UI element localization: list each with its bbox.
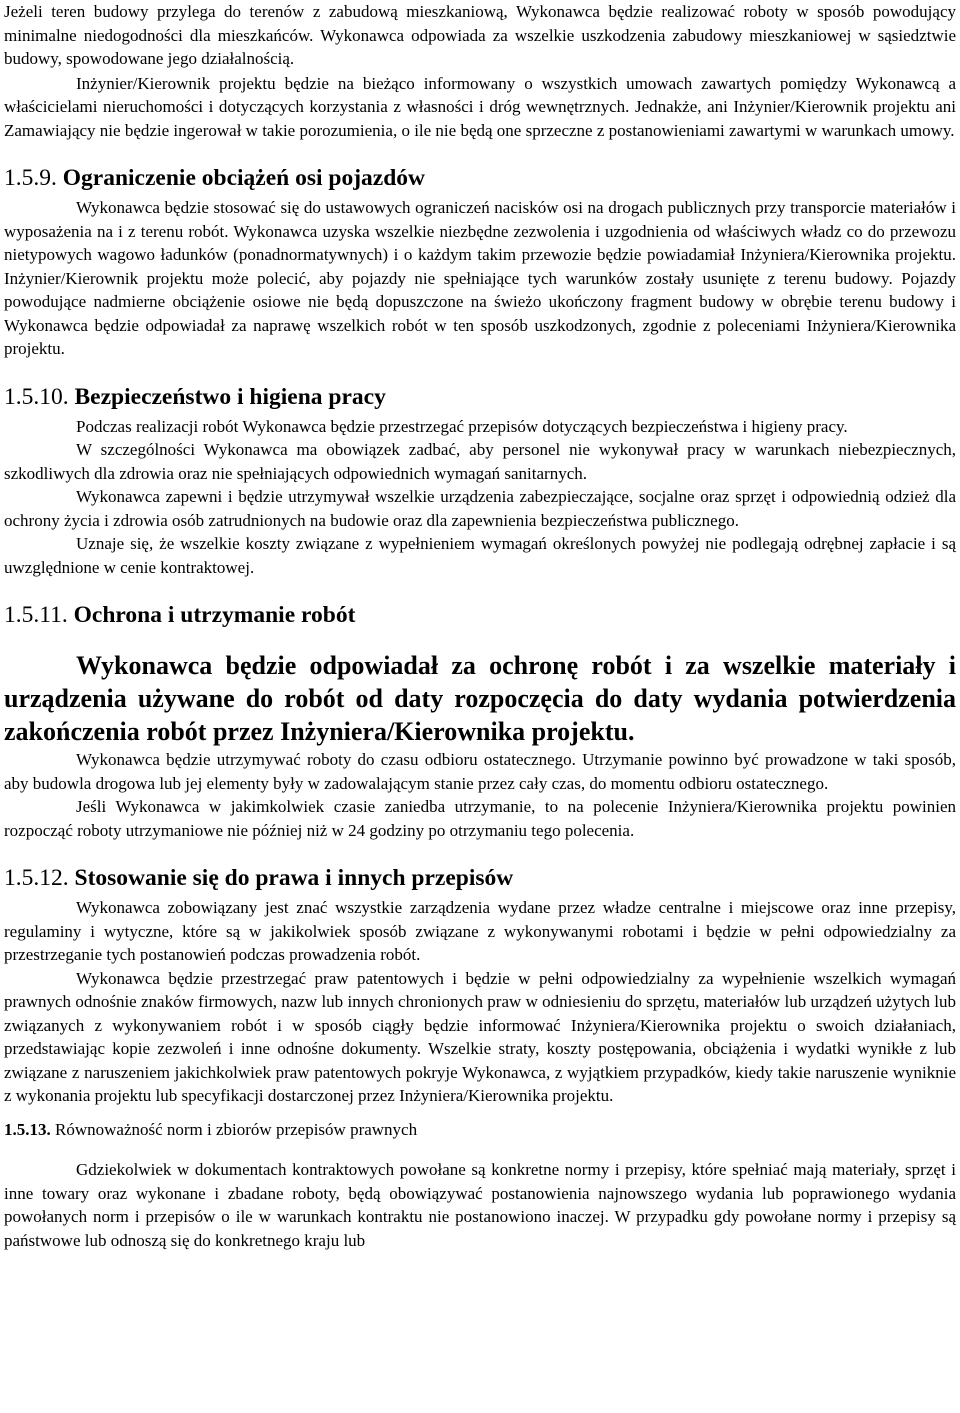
emphasized-paragraph: Wykonawca będzie odpowiadał za ochronę robót i za wszelkie materiały i urządzenia używane do robót od daty rozpoczęcia do daty wydania potwierdzenia zakończenia robót przez Inżyniera/Kierownika projektu.	[4, 651, 956, 746]
document-page	[4, 0, 956, 1252]
section-heading	[4, 601, 956, 629]
paragraph: Wykonawca będzie utrzymywać roboty do czasu odbioru ostatecznego. Utrzymanie powinno być prowadzone w taki sposób, aby budowla drogowa lub jej elementy były w zadowalającym stanie przez cały czas, do momentu odbioru ostatecznego.	[4, 750, 956, 793]
section-title: Ograniczenie obciążeń osi pojazdów	[62, 165, 426, 191]
section-number: 1.5.12.	[4, 865, 69, 891]
paragraph: Wykonawca będzie przestrzegać praw patentowych i będzie w pełni odpowiedzialny za wypełnienie wszelkich wymagań prawnych odnośnie znaków firmowych, nazw lub innych chronionych praw w odniesieniu do sprzętu, materiałów lub urządzeń użytych lub związanych z wykonywaniem robót i w sposób ciągły będzie informować Inżyniera/Kierownika projektu o swoich działaniach, przedstawiając kopie zezwoleń i inne odnośne dokumenty. Wszelkie straty, koszty postępowania, obciążenia i wydatki wynikłe z lub związane z naruszeniem jakichkolwiek praw patentowych pokryje Wykonawca, z wyjątkiem przypadków, kiedy takie naruszenie wyniknie z wykonania projektu lub specyfikacji dostarczonej przez Inżyniera/Kierownika projektu.	[4, 968, 956, 1105]
paragraph: Gdziekolwiek w dokumentach kontraktowych powołane są konkretne normy i przepisy, które spełniać mają materiały, sprzęt i inne towary oraz wykonane i zbadane roboty, będą obowiązywać postanowienia najnowszego wydania lub poprawionego wydania powołanych norm i przepisów o ile w warunkach kontraktu nie postanowiono inaczej. W przypadku gdy powołane normy i przepisy są państwowe lub odnoszą się do konkretnego kraju lub	[4, 1160, 956, 1250]
paragraph: Wykonawca zapewni i będzie utrzymywał wszelkie urządzenia zabezpieczające, socjalne oraz sprzęt i odpowiednią odzież dla ochrony życia i zdrowia osób zatrudnionych na budowie oraz dla zapewnienia bezpieczeństwa publicznego.	[4, 487, 956, 530]
section-title: Równoważność norm i zbiorów przepisów prawnych	[55, 1119, 418, 1139]
section-heading	[4, 864, 956, 892]
section-heading	[4, 164, 956, 192]
paragraph: Wykonawca zobowiązany jest znać wszystkie zarządzenia wydane przez władze centralne i miejscowe oraz inne przepisy, regulaminy i wytyczne, które są w jakikolwiek sposób związane z wykonywanymi robotami i będzie w pełni odpowiedzialny za przestrzeganie tych postanowień podczas prowadzenia robót.	[4, 898, 956, 964]
paragraph: Wykonawca będzie stosować się do ustawowych ograniczeń nacisków osi na drogach publicznych przy transporcie materiałów i wyposażenia na i z terenu robót. Wykonawca uzyska wszelkie niezbędne zezwolenia i uzgodnienia od właściwych władz co do przewozu nietypowych wagowo ładunków (ponadnormatywnych) i o każdym takim przewozie będzie powiadamiał Inżyniera/Kierownika projektu. Inżynier/Kierownik projektu może polecić, aby pojazdy nie spełniające tych warunków zostały usunięte z terenu budowy. Pojazdy powodujące nadmierne obciążenie osiowe nie będą dopuszczone na świeżo ukończony fragment budowy w obrębie terenu budowy i Wykonawca będzie odpowiadał za naprawę wszelkich robót w ten sposób uszkodzonych, zgodnie z poleceniami Inżyniera/Kierownika projektu.	[4, 198, 956, 358]
section-title: Bezpieczeństwo i higiena pracy	[74, 383, 386, 410]
paragraph: Jeżeli teren budowy przylega do terenów z zabudową mieszkaniową, Wykonawca będzie realizować roboty w sposób powodujący minimalne niedogodności dla mieszkańców. Wykonawca odpowiada za wszelkie uszkodzenia zabudowy mieszkaniowej w sąsiedztwie budowy, spowodowane jego działalnością.	[4, 2, 956, 68]
section-heading	[4, 383, 956, 411]
section-title: Stosowanie się do prawa i innych przepisów	[74, 865, 514, 891]
paragraph: W szczególności Wykonawca ma obowiązek zadbać, aby personel nie wykonywał pracy w warunkach niebezpiecznych, szkodliwych dla zdrowia oraz nie spełniających odpowiednich wymagań sanitarnych.	[4, 440, 956, 483]
paragraph: Inżynier/Kierownik projektu będzie na bieżąco informowany o wszystkich umowach zawartych pomiędzy Wykonawcą a właścicielami nieruchomości i dotyczących korzystania z własności i dróg wewnętrznych. Jednakże, ani Inżynier/Kierownik projektu ani Zamawiający nie będzie ingerował w takie porozumienia, o ile nie będą one sprzeczne z postanowieniami zawartymi w warunkach umowy.	[4, 73, 956, 140]
subsection-heading	[4, 1118, 956, 1142]
section-number: 1.5.9.	[4, 165, 57, 191]
paragraph: Podczas realizacji robót Wykonawca będzie przestrzegać przepisów dotyczących bezpieczeństwa i higieny pracy.	[76, 416, 848, 436]
section-number: 1.5.13.	[4, 1119, 51, 1139]
section-title: Ochrona i utrzymanie robót	[73, 602, 356, 628]
section-number: 1.5.11.	[4, 602, 68, 628]
section-number: 1.5.10.	[4, 383, 69, 410]
paragraph: Jeśli Wykonawca w jakimkolwiek czasie zaniedba utrzymanie, to na polecenie Inżyniera/Kierownika projektu powinien rozpocząć roboty utrzymaniowe nie później niż w 24 godziny po otrzymaniu tego polecenia.	[4, 797, 956, 840]
paragraph: Uznaje się, że wszelkie koszty związane z wypełnieniem wymagań określonych powyżej nie podlegają odrębnej zapłacie i są uwzględnione w cenie kontraktowej.	[4, 534, 956, 577]
